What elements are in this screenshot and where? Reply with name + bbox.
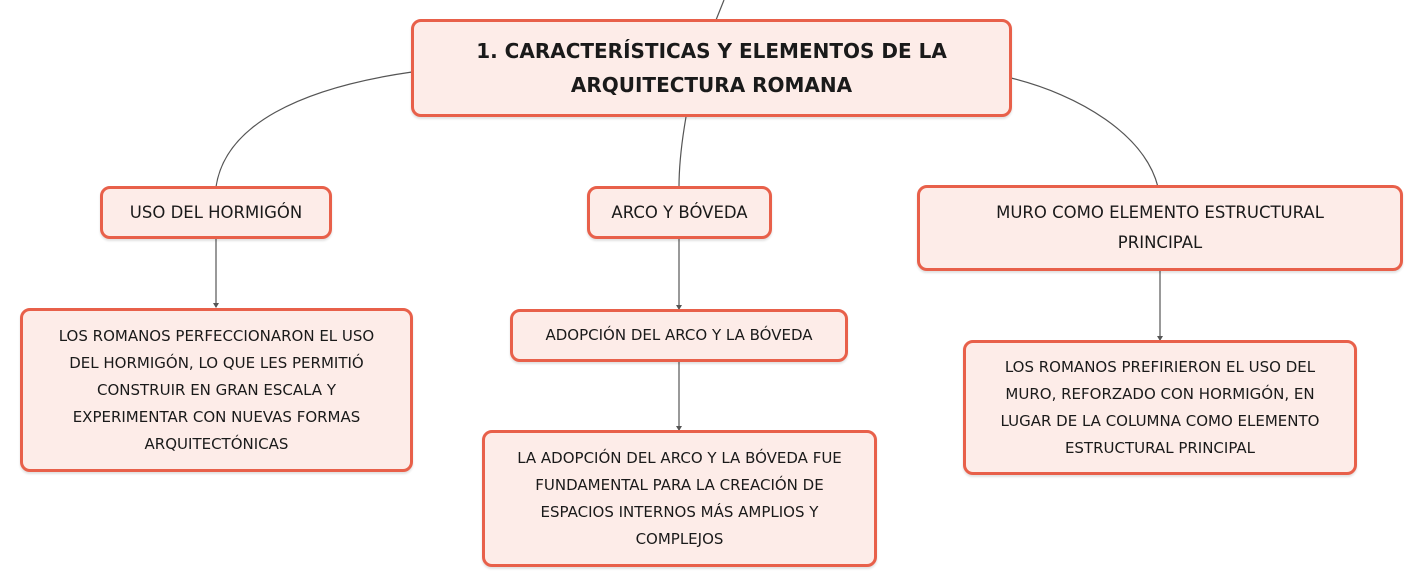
connector-root-to-hormigon [216, 72, 412, 187]
subtopic-label: LOS ROMANOS PERFECCIONARON EL USO DEL HORMIGÓN, LO QUE LES PERMITIÓ CONSTRUIR EN GRAN ESCALA Y EXPERIMENTAR CON NUEVAS FORMAS ARQUITECTÓNICAS [58, 326, 375, 453]
root-topic-node[interactable] [411, 19, 1012, 117]
subtopic-label: LOS ROMANOS PREFIRIERON EL USO DEL MURO, REFORZADO CON HORMIGÓN, EN LUGAR DE LA COLUMNA COMO ELEMENTO ESTRUCTURAL PRINCIPAL [1000, 357, 1320, 457]
topic-muro-estructural[interactable] [917, 185, 1403, 271]
root-topic-label: 1. CARACTERÍSTICAS Y ELEMENTOS DE LA ARQUITECTURA ROMANA [476, 39, 947, 97]
topic-label: USO DEL HORMIGÓN [129, 202, 303, 222]
subtopic-label: LA ADOPCIÓN DEL ARCO Y LA BÓVEDA FUE FUNDAMENTAL PARA LA CREACIÓN DE ESPACIOS INTERNOS MÁS AMPLIOS Y COMPLEJOS [517, 448, 842, 548]
subtopic-muro-detail[interactable] [963, 340, 1357, 475]
connector-root-to-muro [1011, 78, 1158, 187]
connector-parent-to-root [716, 0, 724, 20]
subtopic-adopcion-arco-boveda[interactable] [510, 309, 848, 362]
subtopic-label: ADOPCIÓN DEL ARCO Y LA BÓVEDA [545, 326, 813, 344]
subtopic-hormigon-detail[interactable] [20, 308, 413, 472]
connector-root-to-arco [679, 117, 686, 187]
topic-arco-y-boveda[interactable] [587, 186, 772, 239]
topic-uso-del-hormigon[interactable] [100, 186, 332, 239]
topic-label: MURO COMO ELEMENTO ESTRUCTURAL PRINCIPAL [996, 203, 1324, 252]
subtopic-arco-boveda-detail[interactable] [482, 430, 877, 567]
topic-label: ARCO Y BÓVEDA [611, 202, 748, 222]
